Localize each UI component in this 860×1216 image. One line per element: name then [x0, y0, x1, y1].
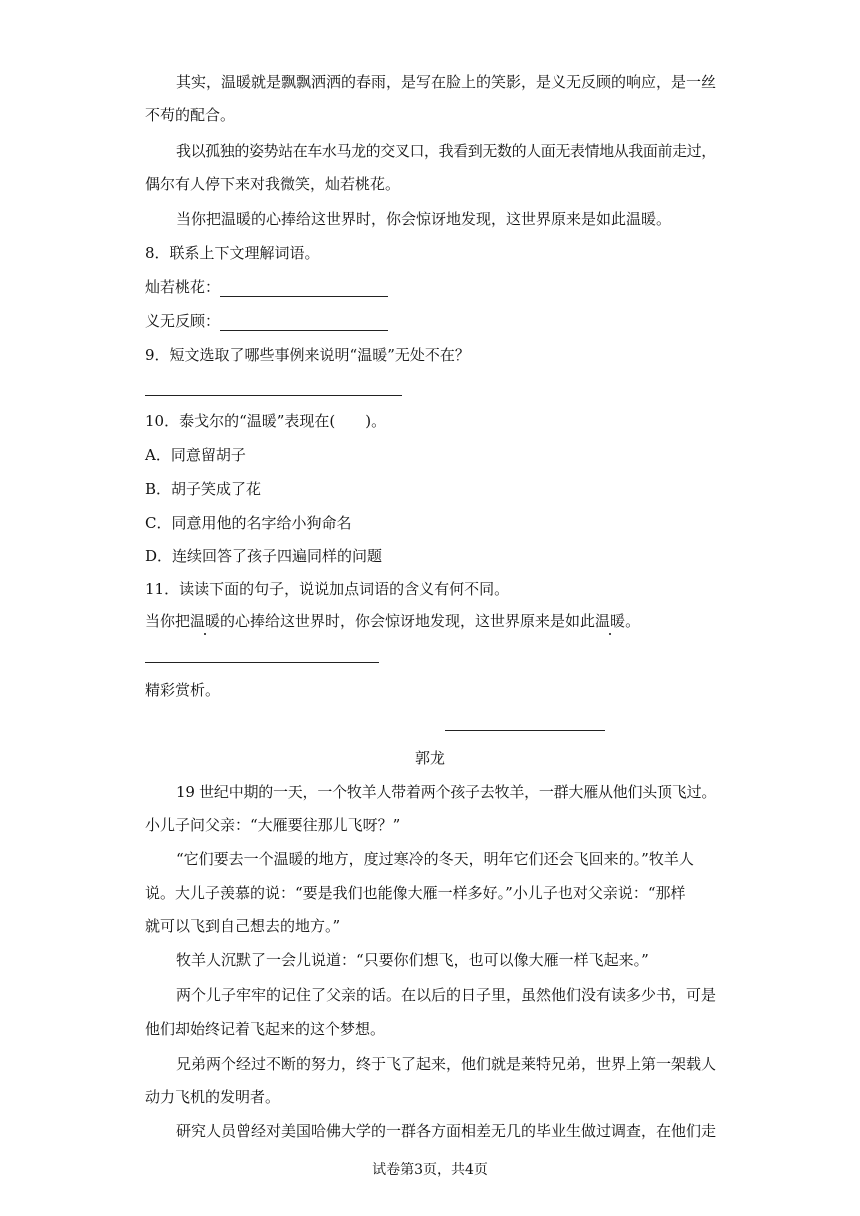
question-8-item-a-label: 灿若桃花： — [145, 278, 221, 296]
passage-a-paragraph-1-line-2: 不苟的配合。 — [145, 106, 236, 124]
question-10: 10．泰戈尔的“温暖”表现在( )。 — [145, 412, 387, 430]
page-footer: 试卷第3页，共4页 — [372, 1162, 488, 1178]
section-label: 精彩赏析。 — [145, 681, 221, 699]
question-8-item-a — [145, 277, 860, 297]
sentence-part-3: 的心捧给这世界时，你会惊讶地发现，这世界原来是如此 — [220, 612, 596, 630]
title-answer-line[interactable] — [445, 730, 605, 731]
passage-b-paragraph-4-line-2: 他们却始终记着飞起来的这个梦想。 — [145, 1020, 386, 1038]
question-10-option-b: B．胡子笑成了花 — [145, 480, 262, 498]
passage-a-paragraph-2-line-2: 偶尔有人停下来对我微笑，灿若桃花。 — [145, 175, 401, 193]
passage-a-paragraph-1-line-1: 其实，温暖就是飘飘洒洒的春雨，是写在脸上的笑影，是义无反顾的响应，是一丝 — [176, 73, 717, 91]
question-8-item-b-answer-blank[interactable] — [220, 314, 388, 331]
question-10-option-c: C．同意用他的名字给小狗命名 — [145, 514, 352, 532]
passage-b-paragraph-2-line-1: “它们要去一个温暖的地方，度过寒冷的冬天，明年它们还会飞回来的。”牧羊人 — [176, 850, 694, 868]
dotted-char: 温暖 — [190, 612, 221, 630]
dotted-word-2 — [595, 612, 625, 630]
question-11-sentence — [145, 611, 860, 631]
passage-b-paragraph-5-line-1: 兄弟两个经过不断的努力，终于飞了起来，他们就是莱特兄弟，世界上第一架载人 — [176, 1055, 717, 1073]
dotted-char: 温暖 — [595, 612, 626, 630]
passage-a-paragraph-2-line-1: 我以孤独的姿势站在车水马龙的交叉口，我看到无数的人面无表情地从我面前走过， — [176, 142, 716, 160]
passage-b-paragraph-4-line-1: 两个儿子牢牢的记住了父亲的话。在以后的日子里，虽然他们没有读多少书，可是 — [176, 986, 717, 1004]
passage-b-paragraph-1-line-2: 小儿子问父亲：“大雁要往那儿飞呀？” — [145, 816, 401, 834]
passage-b-paragraph-3: 牧羊人沉默了一会儿说道：“只要你们想飞，也可以像大雁一样飞起来。” — [176, 951, 649, 969]
passage-b-author: 郭龙 — [414, 749, 445, 767]
question-8-item-b-label: 义无反顾： — [145, 312, 221, 330]
sentence-part-5: 。 — [625, 612, 641, 630]
dotted-word-1 — [190, 612, 220, 630]
passage-b-paragraph-2-line-3: 就可以飞到自己想去的地方。” — [145, 917, 341, 935]
question-8-item-b — [145, 311, 860, 331]
passage-b-paragraph-6-line-1: 研究人员曾经对美国哈佛大学的一群各方面相差无几的毕业生做过调查，在他们走 — [176, 1122, 717, 1140]
sentence-part-1: 当你把 — [145, 612, 191, 630]
passage-a-paragraph-3: 当你把温暖的心捧给这世界时，你会惊讶地发现，这世界原来是如此温暖。 — [176, 210, 672, 228]
passage-b-paragraph-1-line-1: 19 世纪中期的一天，一个牧羊人带着两个孩子去牧羊，一群大雁从他们头顶飞过。 — [176, 783, 717, 801]
passage-b-paragraph-2-line-2: 说。大儿子羡慕的说：“要是我们也能像大雁一样多好。”小儿子也对父亲说：“那样 — [145, 884, 686, 902]
question-9-answer-line[interactable] — [145, 395, 402, 396]
question-11: 11．读读下面的句子，说说加点词语的含义有何不同。 — [145, 580, 510, 598]
question-10-option-a: A．同意留胡子 — [145, 446, 246, 464]
question-8: 8．联系上下文理解词语。 — [145, 244, 320, 262]
question-9: 9．短文选取了哪些事例来说明“温暖”无处不在？ — [145, 346, 470, 364]
question-8-item-a-answer-blank[interactable] — [220, 280, 388, 297]
question-11-answer-line[interactable] — [145, 662, 379, 663]
passage-b-paragraph-5-line-2: 动力飞机的发明者。 — [145, 1088, 281, 1106]
question-10-option-d: D．连续回答了孩子四遍同样的问题 — [145, 547, 383, 565]
